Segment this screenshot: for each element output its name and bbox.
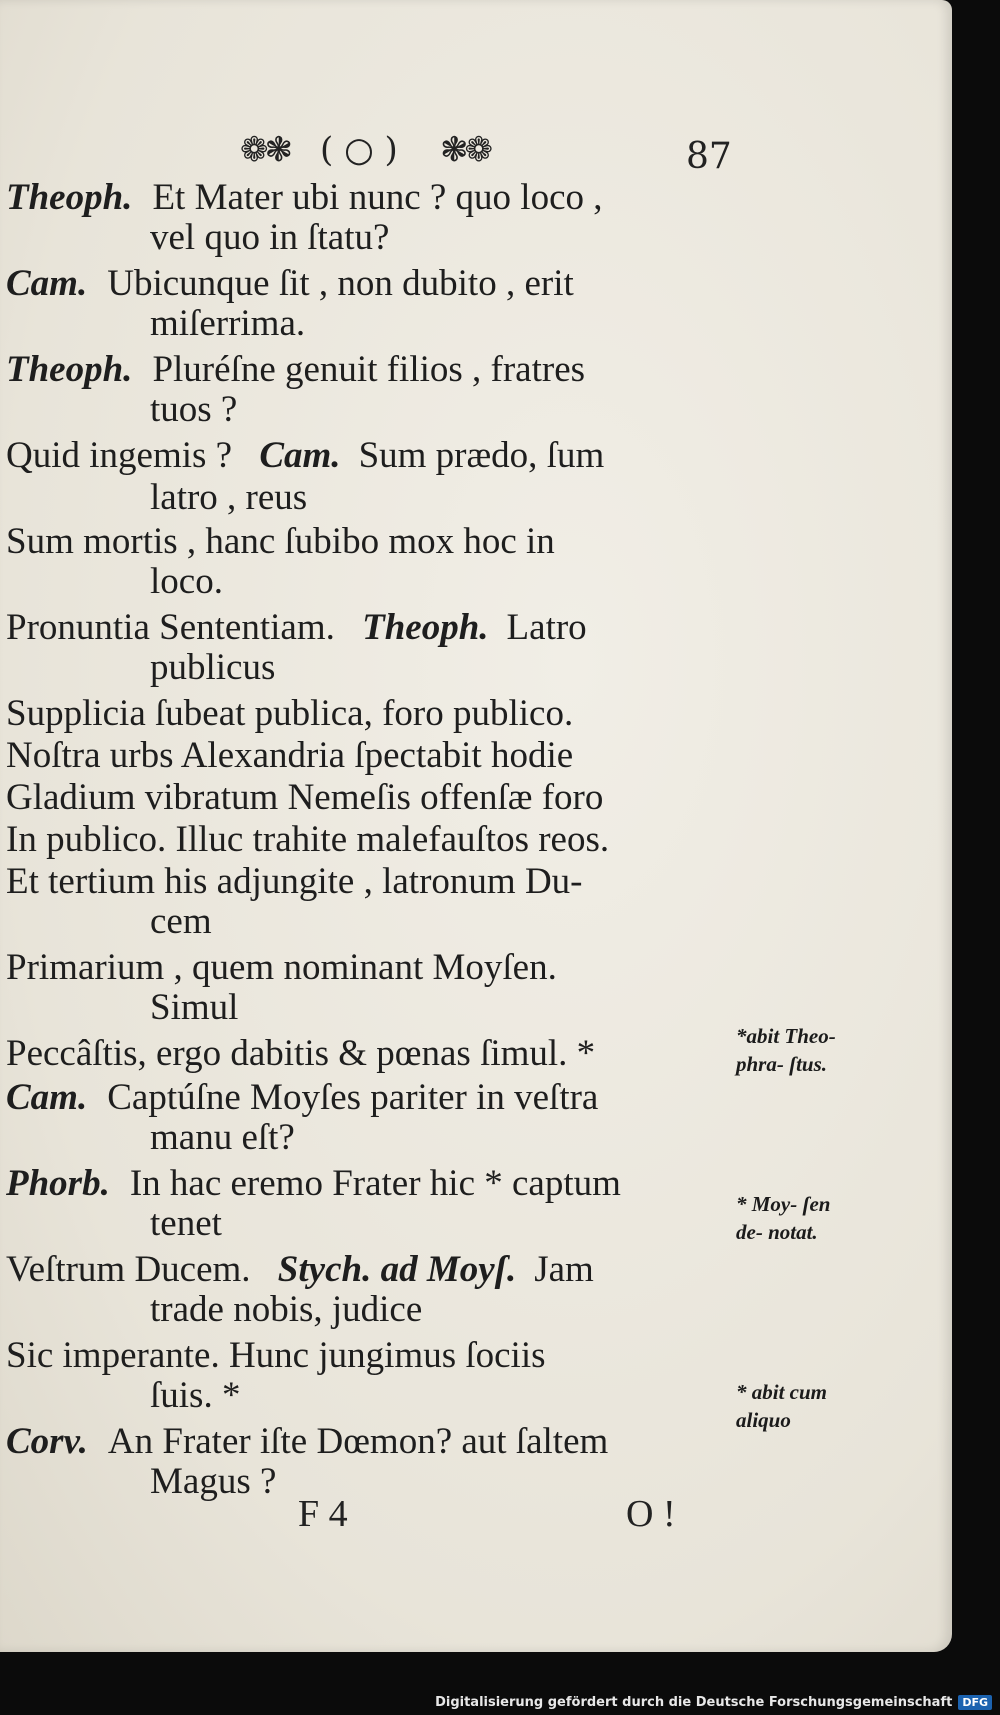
margin-note: * Moy- ſen de- notat. — [736, 1192, 831, 1244]
line-text: Supplicia ſubeat publica, foro publico. — [6, 693, 574, 734]
text-line — [150, 478, 740, 518]
text-line — [6, 436, 740, 476]
line-text: Noſtra urbs Alexandria ſpectabit hodie — [6, 735, 574, 776]
margin-note: * abit cum aliquo — [736, 1380, 828, 1432]
line-text: Sum mortis , hanc ſubibo mox hoc in — [6, 521, 555, 562]
text-line — [6, 778, 740, 818]
line-text: Simul — [150, 987, 239, 1028]
line-text: In hac eremo Frater hic * captum — [129, 1163, 621, 1204]
line-text: manu eſt? — [150, 1117, 295, 1158]
text-line — [6, 608, 740, 648]
speaker-name: Cam. — [6, 1077, 88, 1118]
line-text: loco. — [150, 561, 223, 602]
line-text: vel quo in ſtatu? — [150, 217, 390, 258]
speaker-name: Cam. — [6, 263, 88, 304]
text-line — [150, 304, 740, 344]
line-text: Latro — [506, 607, 587, 648]
text-line — [150, 1204, 740, 1244]
speaker-name: Stych. ad Moyſ. — [277, 1249, 517, 1290]
text-line — [150, 648, 740, 688]
text-line — [6, 862, 740, 902]
text-line — [6, 820, 740, 860]
ornament-left: ❁❃ — [240, 130, 289, 170]
ornament-right: ❃❁ — [440, 130, 489, 170]
line-text: Pronuntia Sententiam. — [6, 607, 345, 648]
text-line — [150, 390, 740, 430]
text-line — [150, 1118, 740, 1158]
text-line — [6, 1336, 740, 1376]
text-line — [6, 736, 740, 776]
speaker-name: Corv. — [6, 1421, 88, 1462]
digitization-footer — [0, 1690, 1000, 1715]
catchword: O ! — [626, 1493, 676, 1535]
margin-note: *abit Theo- phra- ſtus. — [736, 1024, 836, 1076]
text-line — [6, 1164, 740, 1204]
line-text: An Frater iſte Dœmon? aut ſaltem — [107, 1421, 609, 1462]
speaker-name: Theoph. — [362, 607, 489, 648]
line-text: tuos ? — [150, 389, 238, 430]
line-text: tenet — [150, 1203, 222, 1244]
line-text: Quid ingemis ? — [6, 435, 242, 476]
text-line — [150, 218, 740, 258]
line-text: Pluréſne genuit filios , fratres — [152, 349, 586, 390]
text-line — [150, 1376, 740, 1416]
line-text: cem — [150, 901, 212, 942]
speaker-name: Phorb. — [6, 1163, 110, 1204]
line-text: publicus — [150, 647, 276, 688]
signature-mark: F 4 — [298, 1493, 348, 1535]
line-text: Jam — [534, 1249, 594, 1290]
speaker-name: Theoph. — [6, 349, 133, 390]
text-line — [6, 694, 740, 734]
speaker-name: Theoph. — [6, 177, 133, 218]
text-line — [150, 1290, 740, 1330]
line-text: Primarium , quem nominant Moyſen. — [6, 947, 557, 988]
text-line — [6, 264, 740, 304]
line-text: ſuis. * — [150, 1375, 241, 1416]
header-center: ( ○ ) — [320, 130, 398, 170]
line-text: Ubicunque ſit , non dubito , erit — [107, 263, 574, 304]
line-text: miſerrima. — [150, 303, 306, 344]
line-text: Peccâſtis, ergo dabitis & pœnas ſimul. * — [6, 1033, 596, 1074]
text-line — [6, 948, 740, 988]
footer-credit: Digitalisierung gefördert durch die Deutsche Forschungsgemeinschaft — [435, 1695, 953, 1710]
text-line — [150, 988, 740, 1028]
line-text: Sic imperante. Hunc jungimus ſociis — [6, 1335, 546, 1376]
text-line — [150, 562, 740, 602]
line-text: In publico. Illuc trahite malefauſtos reos. — [6, 819, 610, 860]
line-text: Veſtrum Ducem. — [6, 1249, 260, 1290]
line-text: Sum prædo, ſum — [358, 435, 605, 476]
text-line — [6, 178, 740, 218]
dfg-logo: DFG — [958, 1695, 992, 1710]
line-text: Magus ? — [150, 1461, 277, 1502]
speaker-name: Cam. — [259, 435, 341, 476]
line-text: Et tertium his adjungite , latronum Du- — [6, 861, 583, 902]
text-line — [6, 522, 740, 562]
line-text: Et Mater ubi nunc ? quo loco , — [152, 177, 603, 218]
text-line — [6, 1422, 740, 1462]
line-text: latro , reus — [150, 477, 308, 518]
line-text: trade nobis, judice — [150, 1289, 423, 1330]
text-line — [150, 902, 740, 942]
line-text: Gladium vibratum Nemeſis offenſæ foro — [6, 777, 604, 818]
text-line — [6, 1034, 740, 1074]
text-line — [6, 1250, 740, 1290]
text-line — [6, 1078, 740, 1118]
line-text: Captúſne Moyſes pariter in veſtra — [107, 1077, 599, 1118]
page-number: 87 — [686, 136, 732, 177]
text-line — [6, 350, 740, 390]
